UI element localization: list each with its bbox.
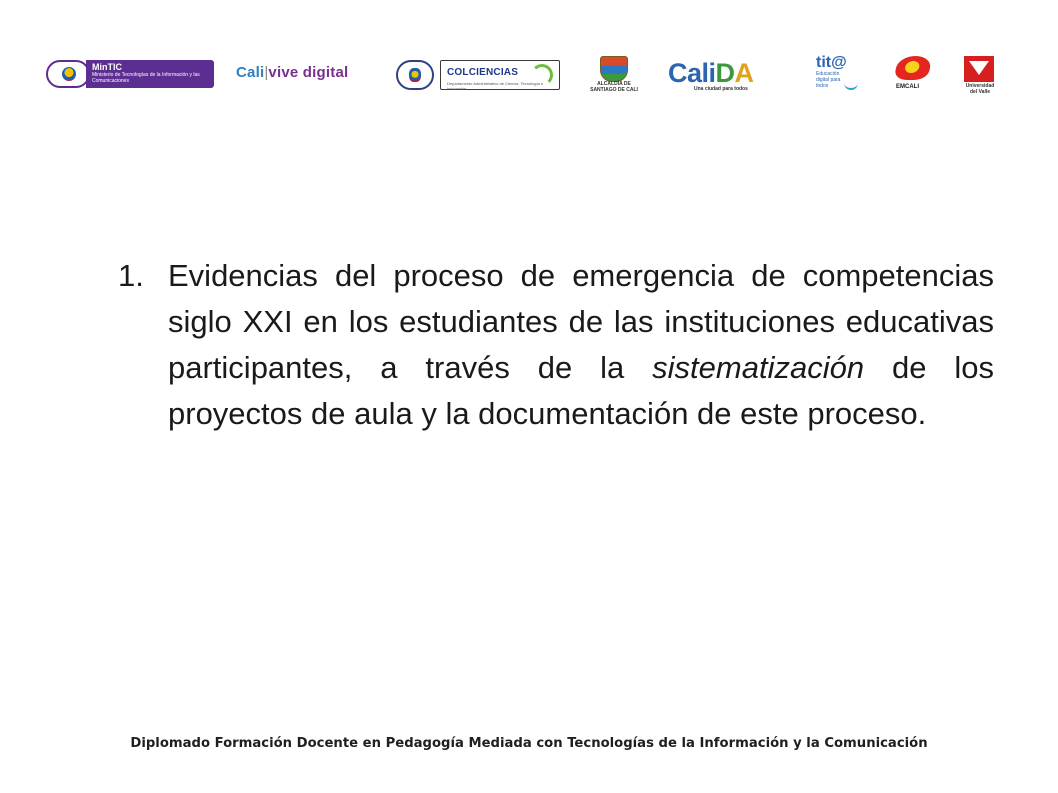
calida-part1: Cali [668, 58, 716, 88]
colombia-coat-of-arms-icon [46, 60, 90, 88]
mintic-subtitle: Ministerio de Tecnologías de la Información y las Comunicaciones [92, 72, 200, 84]
list-item-text-before: Evidencias del proceso de emergencia de competencias siglo XXI en los estudiantes de las instituciones educativas participantes, a través de la [168, 258, 994, 385]
slide-content [118, 253, 994, 437]
emcali-logo [892, 56, 938, 96]
calida-tagline: Una ciudad para todos [694, 86, 748, 92]
cali-crest-icon [600, 56, 628, 82]
vive-digital-logo [236, 64, 348, 110]
emcali-flame-icon [893, 56, 932, 80]
univalle-line2: del Valle [969, 88, 990, 95]
univalle-mark-icon [964, 56, 994, 82]
colciencias-logo [396, 60, 560, 90]
mintic-logo [46, 60, 214, 88]
logo-bar [40, 52, 1020, 98]
alcaldia-text [584, 82, 644, 93]
alcaldia-cali-logo [584, 56, 644, 98]
vive-digital-part1: Cali [236, 64, 265, 81]
list-item-text-after: de los proyectos de aula y la documentación de este proceso. [168, 350, 994, 431]
list-item-text [168, 253, 994, 437]
vive-digital-part2: vive digital [268, 64, 349, 81]
colombia-seal-icon [396, 60, 434, 90]
alcaldia-line2: SANTIAGO DE CALI [590, 86, 638, 93]
univalle-logo [958, 56, 1002, 98]
tita-name: tit@ [816, 54, 847, 71]
colciencias-name: COLCIENCIAS [447, 67, 519, 78]
smile-icon [844, 78, 858, 90]
calida-wordmark [668, 58, 754, 89]
colciencias-box [440, 60, 560, 90]
univalle-line1: Universidad [965, 83, 995, 89]
tita-subtitle: Educación digital para todos [816, 71, 841, 89]
alcaldia-line1: ALCALDÍA DE [597, 81, 631, 87]
list-item [118, 253, 994, 437]
footer-caption: Diplomado Formación Docente en Pedagogía Mediada con Tecnologías de la Información y la Comunicación [130, 736, 928, 751]
calida-part2: D [715, 58, 735, 88]
vive-digital-separator: | [264, 64, 269, 81]
numbered-list [118, 253, 994, 437]
mintic-name: MinTIC [92, 62, 122, 72]
colciencias-subtitle: Departamento Administrativo de Ciencia, Tecnología e Innovación [447, 81, 544, 91]
calida-logo [668, 58, 808, 96]
list-item-number: 1. [118, 258, 144, 293]
list-item-emphasis: sistematización [652, 350, 865, 385]
mintic-band [86, 60, 214, 88]
tita-logo [816, 54, 866, 98]
calida-part3: A [734, 58, 754, 88]
emcali-name: EMCALI [896, 84, 919, 90]
univalle-text [958, 84, 1002, 95]
